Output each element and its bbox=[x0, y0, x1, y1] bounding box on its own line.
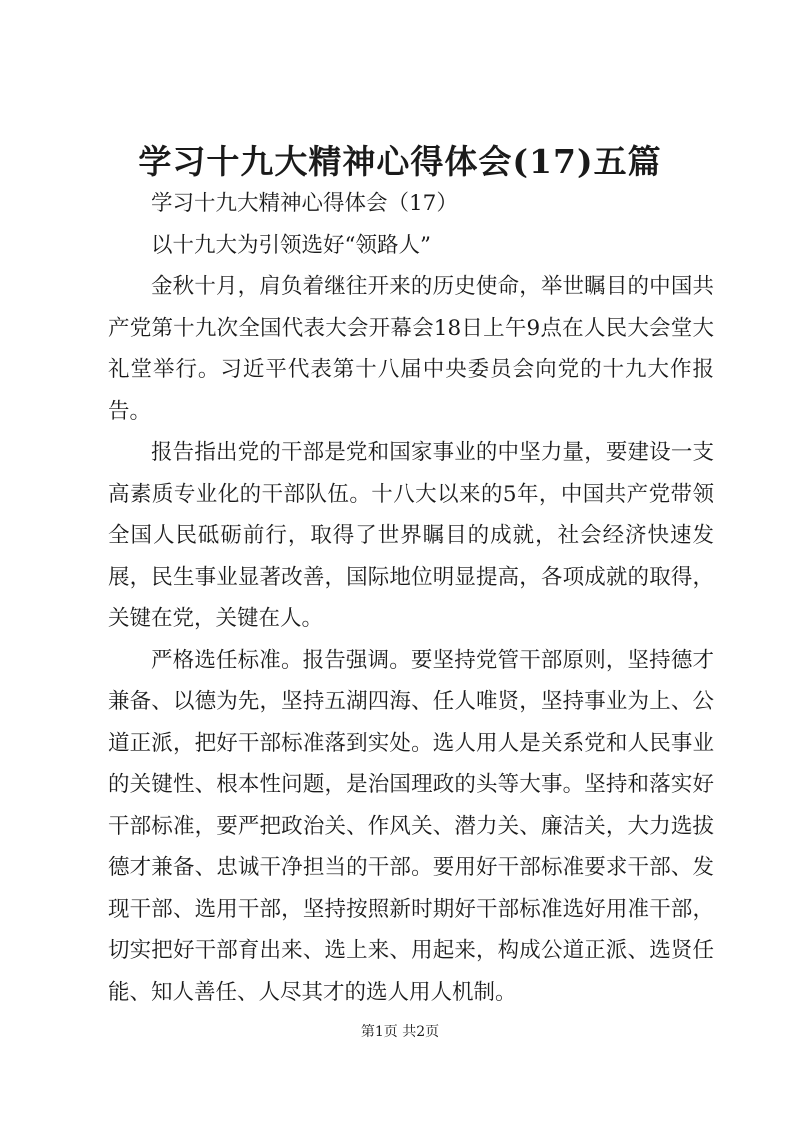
body-paragraph: 严格选任标准。报告强调。要坚持党管干部原则，坚持德才兼备、以德为先，坚持五湖四海、任人唯贤，坚持事业为上、公道正派，把好干部标准落到实处。选人用人是关系党和人民事业的关键性、根本性问题，是治国理政的头等大事。坚持和落实好干部标准，要严把政治关、作风关、潜力关、廉洁关，大力选拔德才兼备、忠诚干净担当的干部。要用好干部标准要求干部、发现干部、选用干部，坚持按照新时期好干部标准选好用准干部，切实把好干部育出来、选上来、用起来，构成公道正派、选贤任能、知人善任、人尽其才的选人用人机制。 bbox=[108, 647, 714, 1005]
body-paragraph: 金秋十月，肩负着继往开来的历史使命，举世瞩目的中国共产党第十九次全国代表大会开幕会18日上午9点在人民大会堂大礼堂举行。习近平代表第十八届中央委员会向党的十九大作报告。 bbox=[108, 274, 714, 424]
heading-paragraph: 以十九大为引领选好“领路人” bbox=[151, 232, 431, 258]
page-footer: 第1页 共2页 bbox=[360, 1024, 440, 1040]
document-body bbox=[108, 183, 714, 1013]
subtitle-paragraph: 学习十九大精神心得体会（17） bbox=[151, 191, 458, 216]
document-title: 学习十九大精神心得体会(17)五篇 bbox=[138, 142, 662, 181]
body-paragraph: 报告指出党的干部是党和国家事业的中坚力量，要建设一支高素质专业化的干部队伍。十八大以来的5年，中国共产党带领全国人民砥砺前行，取得了世界瞩目的成就，社会经济快速发展，民生事业显著改善，国际地位明显提高，各项成就的取得，关键在党，关键在人。 bbox=[108, 440, 714, 631]
